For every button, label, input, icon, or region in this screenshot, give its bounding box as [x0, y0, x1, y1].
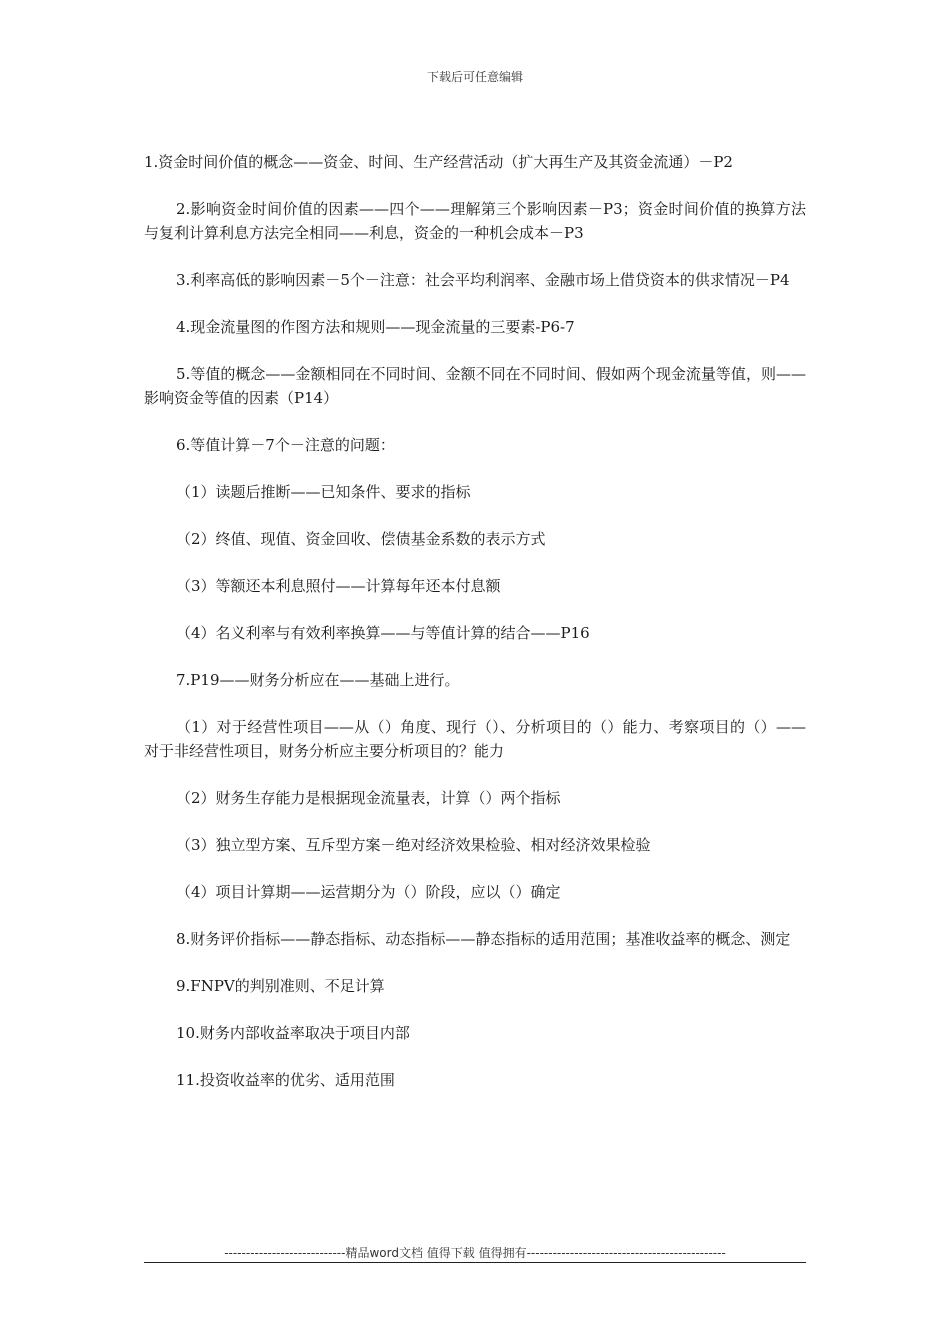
footer-divider [144, 1262, 806, 1263]
paragraph-5: 5.等值的概念——金额相同在不同时间、金额不同在不同时间、假如两个现金流量等值，则——影响资金等值的因素（P14） [144, 365, 806, 407]
sub-item-6-1: （1）读题后推断——已知条件、要求的指标 [176, 483, 471, 501]
paragraph-2: 2.影响资金时间价值的因素——四个——理解第三个影响因素－P3；资金时间价值的换算方法与复利计算利息方法完全相同——利息，资金的一种机会成本－P3 [144, 200, 806, 242]
sub-item-7-1: （1）对于经营性项目——从（）角度、现行（）、分析项目的（）能力、考察项目的（）——对于非经营性项目，财务分析应主要分析项目的？能力 [144, 718, 806, 760]
paragraph-8: 8.财务评价指标——静态指标、动态指标——静态指标的适用范围；基准收益率的概念、测定 [176, 930, 791, 948]
sub-item-7-3: （3）独立型方案、互斥型方案－绝对经济效果检验、相对经济效果检验 [176, 836, 651, 854]
paragraph-10: 10.财务内部收益率取决于项目内部 [176, 1024, 410, 1042]
page-footer: ----------------------------精品word文档 值得下载 值得拥有---------------------------------------------- [224, 1246, 726, 1260]
sub-item-6-4: （4）名义利率与有效利率换算——与等值计算的结合——P16 [176, 624, 590, 642]
paragraph-1: 1.资金时间价值的概念——资金、时间、生产经营活动（扩大再生产及其资金流通）－P2 [144, 153, 733, 171]
paragraph-4: 4.现金流量图的作图方法和规则——现金流量的三要素-P6-7 [176, 318, 575, 336]
paragraph-7: 7.P19——财务分析应在——基础上进行。 [176, 671, 460, 689]
paragraph-11: 11.投资收益率的优劣、适用范围 [176, 1071, 395, 1089]
sub-item-6-3: （3）等额还本利息照付——计算每年还本付息额 [176, 577, 501, 595]
paragraph-9: 9.FNPV的判别准则、不足计算 [176, 977, 385, 995]
sub-item-7-2: （2）财务生存能力是根据现金流量表，计算（）两个指标 [176, 789, 561, 807]
paragraph-3: 3.利率高低的影响因素－5个－注意：社会平均利润率、金融市场上借贷资本的供求情况－P4 [176, 271, 790, 289]
document-body [144, 150, 806, 1115]
sub-item-7-4: （4）项目计算期——运营期分为（）阶段，应以（）确定 [176, 883, 561, 901]
page-header: 下载后可任意编辑 [426, 70, 523, 84]
paragraph-6: 6.等值计算－7个－注意的问题： [176, 436, 395, 454]
sub-item-6-2: （2）终值、现值、资金回收、偿债基金系数的表示方式 [176, 530, 546, 548]
